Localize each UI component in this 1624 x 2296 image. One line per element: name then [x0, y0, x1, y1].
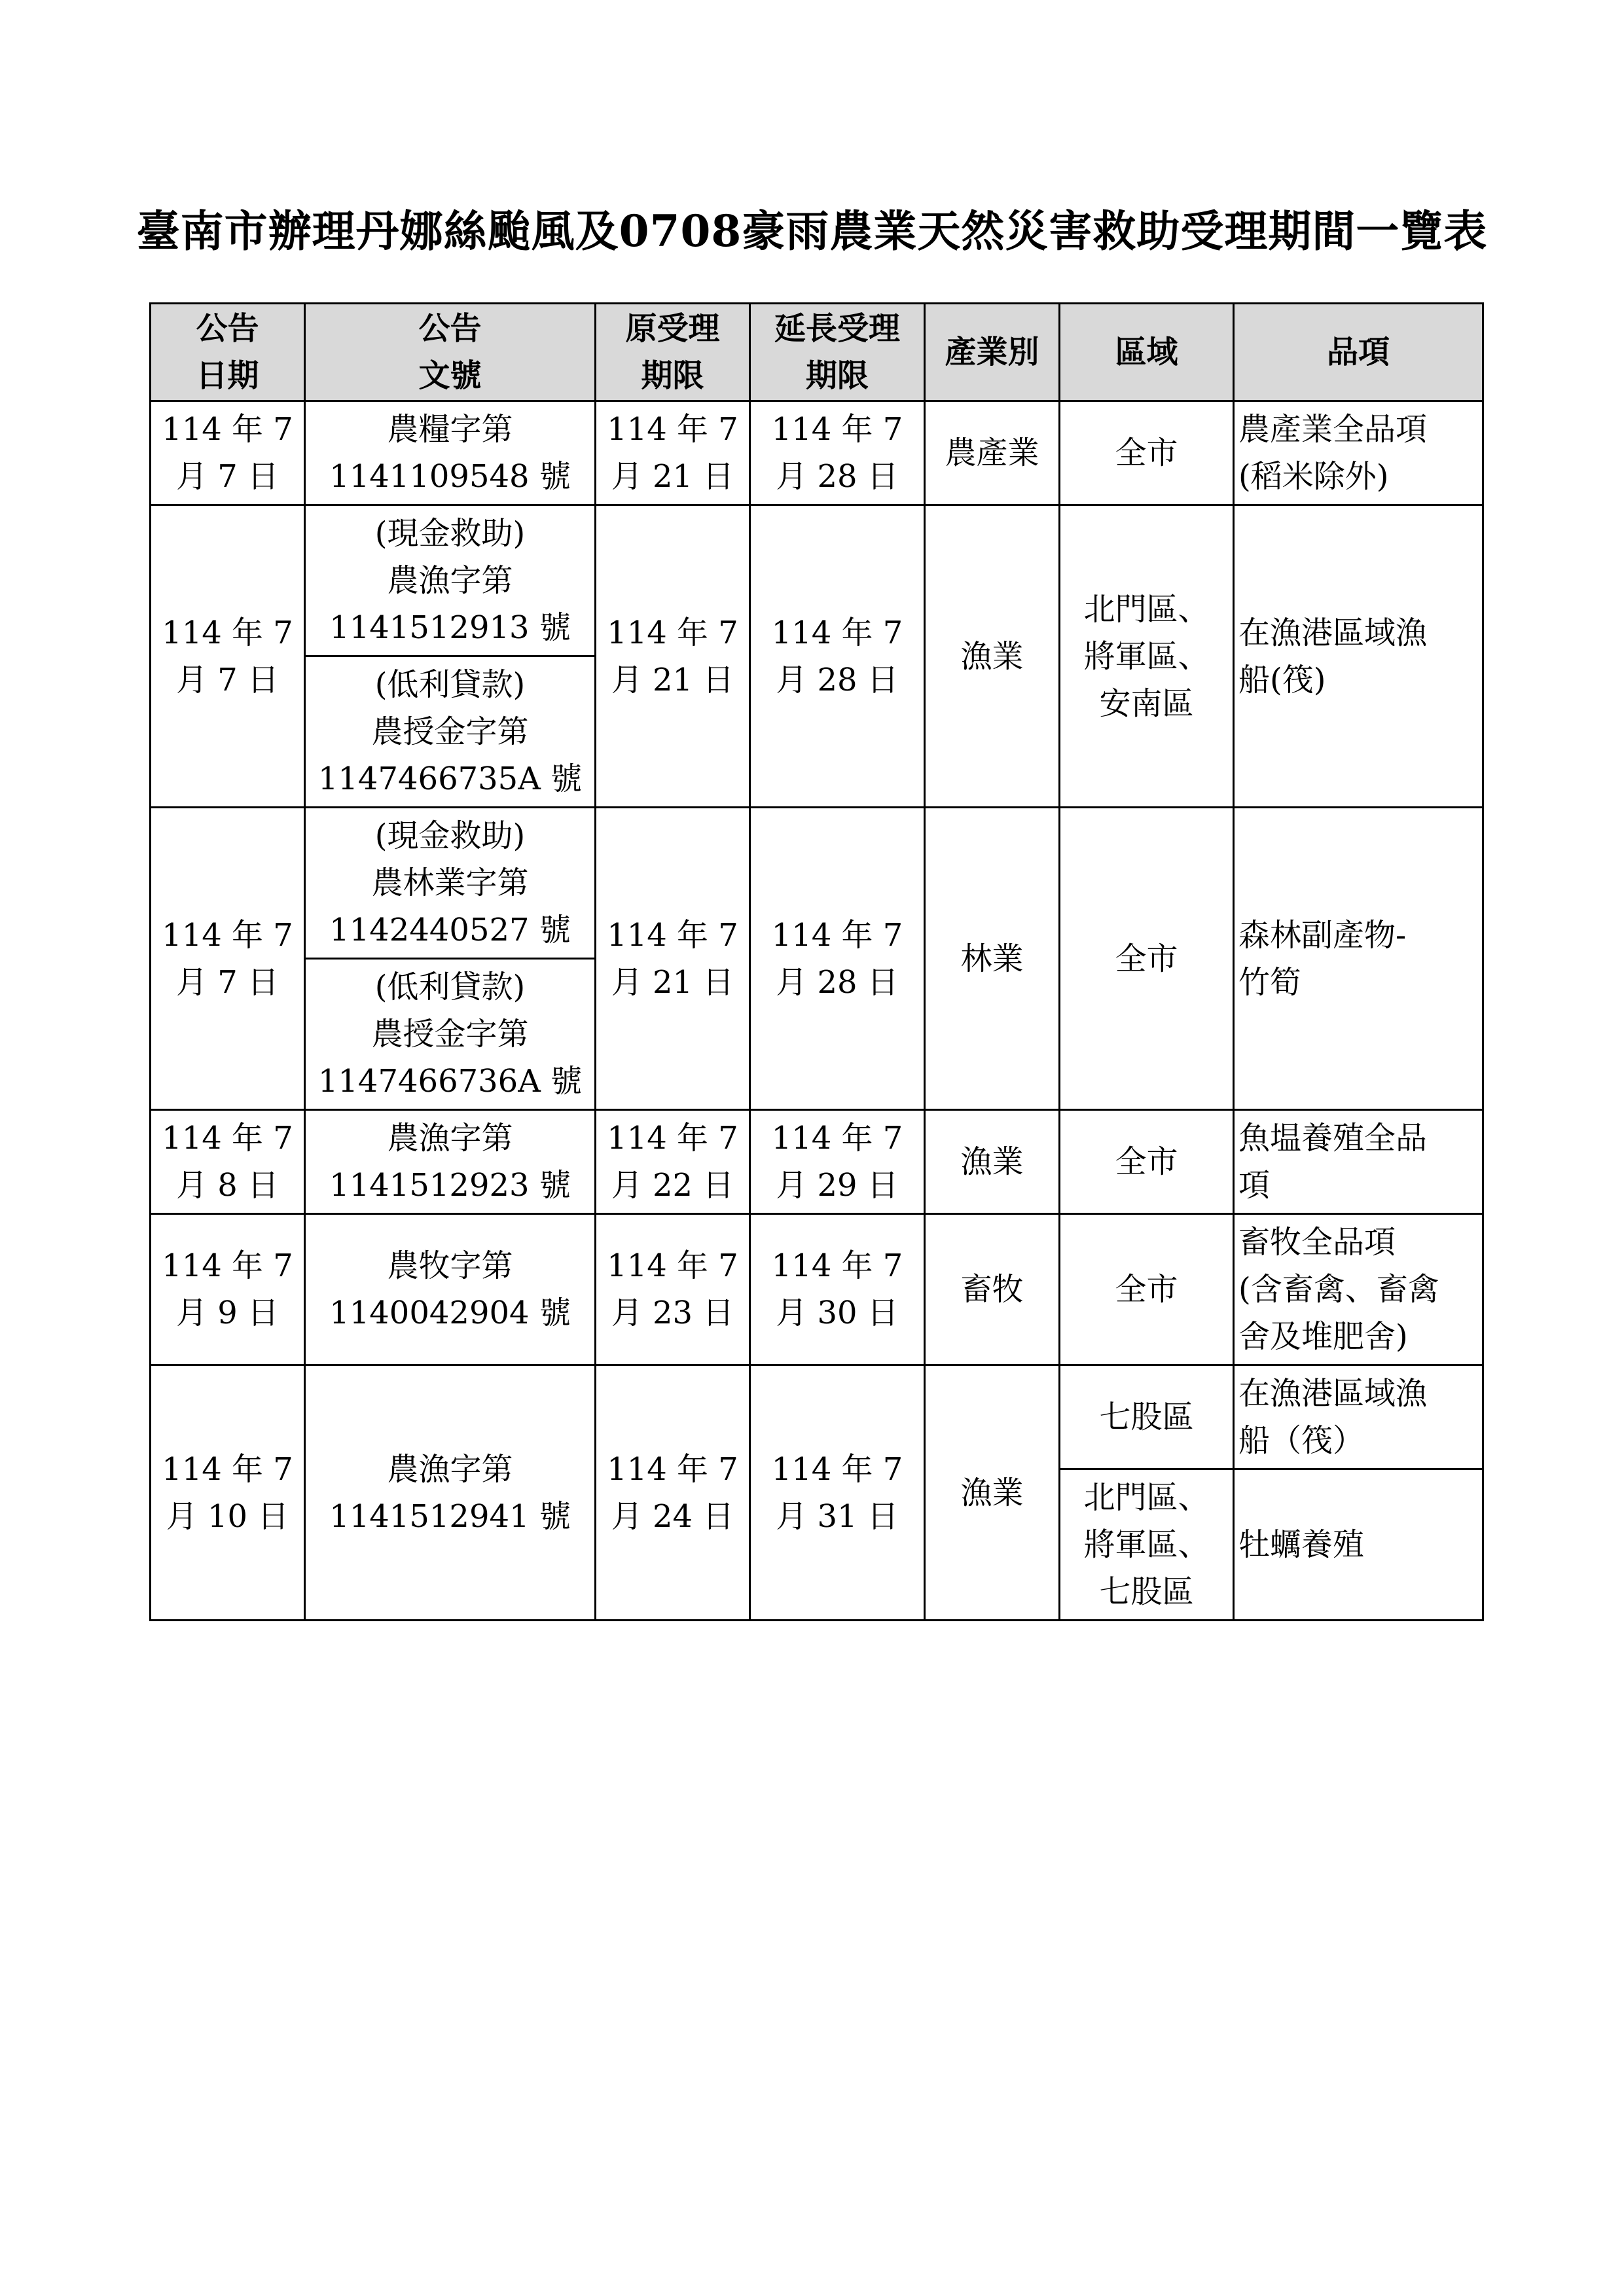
header-original-deadline: 原受理 期限	[596, 304, 750, 401]
table-row	[151, 808, 1483, 959]
region: 七股區	[1060, 1365, 1234, 1469]
industry: 漁業	[925, 1110, 1060, 1214]
item: 在漁港區域漁 船(筏)	[1234, 505, 1483, 808]
extended-deadline: 114 年 7 月 28 日	[750, 401, 925, 505]
table-row	[151, 401, 1483, 505]
original-deadline: 114 年 7 月 24 日	[596, 1365, 750, 1621]
extended-deadline: 114 年 7 月 31 日	[750, 1365, 925, 1621]
region: 全市	[1060, 808, 1234, 1110]
table-row	[151, 1110, 1483, 1214]
item: 在漁港區域漁 船（筏）	[1234, 1365, 1483, 1469]
table-row	[151, 505, 1483, 656]
original-deadline: 114 年 7 月 21 日	[596, 401, 750, 505]
header-industry: 產業別	[925, 304, 1060, 401]
industry: 漁業	[925, 1365, 1060, 1621]
extended-deadline: 114 年 7 月 29 日	[750, 1110, 925, 1214]
announcement-date: 114 年 7 月 7 日	[151, 401, 305, 505]
document-number: (現金救助) 農林業字第 1142440527 號	[305, 808, 596, 959]
item: 農產業全品項 (稻米除外)	[1234, 401, 1483, 505]
region: 全市	[1060, 1110, 1234, 1214]
original-deadline: 114 年 7 月 21 日	[596, 505, 750, 808]
page-title: 臺南市辦理丹娜絲颱風及0708豪雨農業天然災害救助受理期間一覽表	[136, 206, 1488, 257]
document-number: 農漁字第 1141512941 號	[305, 1365, 596, 1621]
item: 牡蠣養殖	[1234, 1469, 1483, 1621]
document-number: (低利貸款) 農授金字第 1147466736A 號	[305, 959, 596, 1110]
table-row	[151, 1365, 1483, 1469]
header-announcement-date: 公告 日期	[151, 304, 305, 401]
region: 北門區、 將軍區、 七股區	[1060, 1469, 1234, 1621]
original-deadline: 114 年 7 月 21 日	[596, 808, 750, 1110]
original-deadline: 114 年 7 月 23 日	[596, 1214, 750, 1365]
table-row	[151, 1214, 1483, 1365]
extended-deadline: 114 年 7 月 28 日	[750, 808, 925, 1110]
document-number: 農牧字第 1140042904 號	[305, 1214, 596, 1365]
announcement-date: 114 年 7 月 8 日	[151, 1110, 305, 1214]
header-document-number: 公告 文號	[305, 304, 596, 401]
header-item: 品項	[1234, 304, 1483, 401]
document-number: 農糧字第 1141109548 號	[305, 401, 596, 505]
item: 森林副產物- 竹筍	[1234, 808, 1483, 1110]
industry: 畜牧	[925, 1214, 1060, 1365]
document-number: 農漁字第 1141512923 號	[305, 1110, 596, 1214]
header-row	[151, 304, 1483, 401]
announcement-date: 114 年 7 月 7 日	[151, 505, 305, 808]
region: 北門區、 將軍區、 安南區	[1060, 505, 1234, 808]
original-deadline: 114 年 7 月 22 日	[596, 1110, 750, 1214]
industry: 林業	[925, 808, 1060, 1110]
industry: 農產業	[925, 401, 1060, 505]
announcement-date: 114 年 7 月 9 日	[151, 1214, 305, 1365]
document-number: (低利貸款) 農授金字第 1147466735A 號	[305, 656, 596, 808]
industry: 漁業	[925, 505, 1060, 808]
item: 魚塭養殖全品 項	[1234, 1110, 1483, 1214]
extended-deadline: 114 年 7 月 28 日	[750, 505, 925, 808]
header-extended-deadline: 延長受理 期限	[750, 304, 925, 401]
region: 全市	[1060, 1214, 1234, 1365]
announcement-date: 114 年 7 月 10 日	[151, 1365, 305, 1621]
extended-deadline: 114 年 7 月 30 日	[750, 1214, 925, 1365]
item: 畜牧全品項 (含畜禽、畜禽 舍及堆肥舍)	[1234, 1214, 1483, 1365]
header-region: 區域	[1060, 304, 1234, 401]
announcement-date: 114 年 7 月 7 日	[151, 808, 305, 1110]
document-number: (現金救助) 農漁字第 1141512913 號	[305, 505, 596, 656]
relief-period-table	[149, 302, 1484, 1621]
region: 全市	[1060, 401, 1234, 505]
